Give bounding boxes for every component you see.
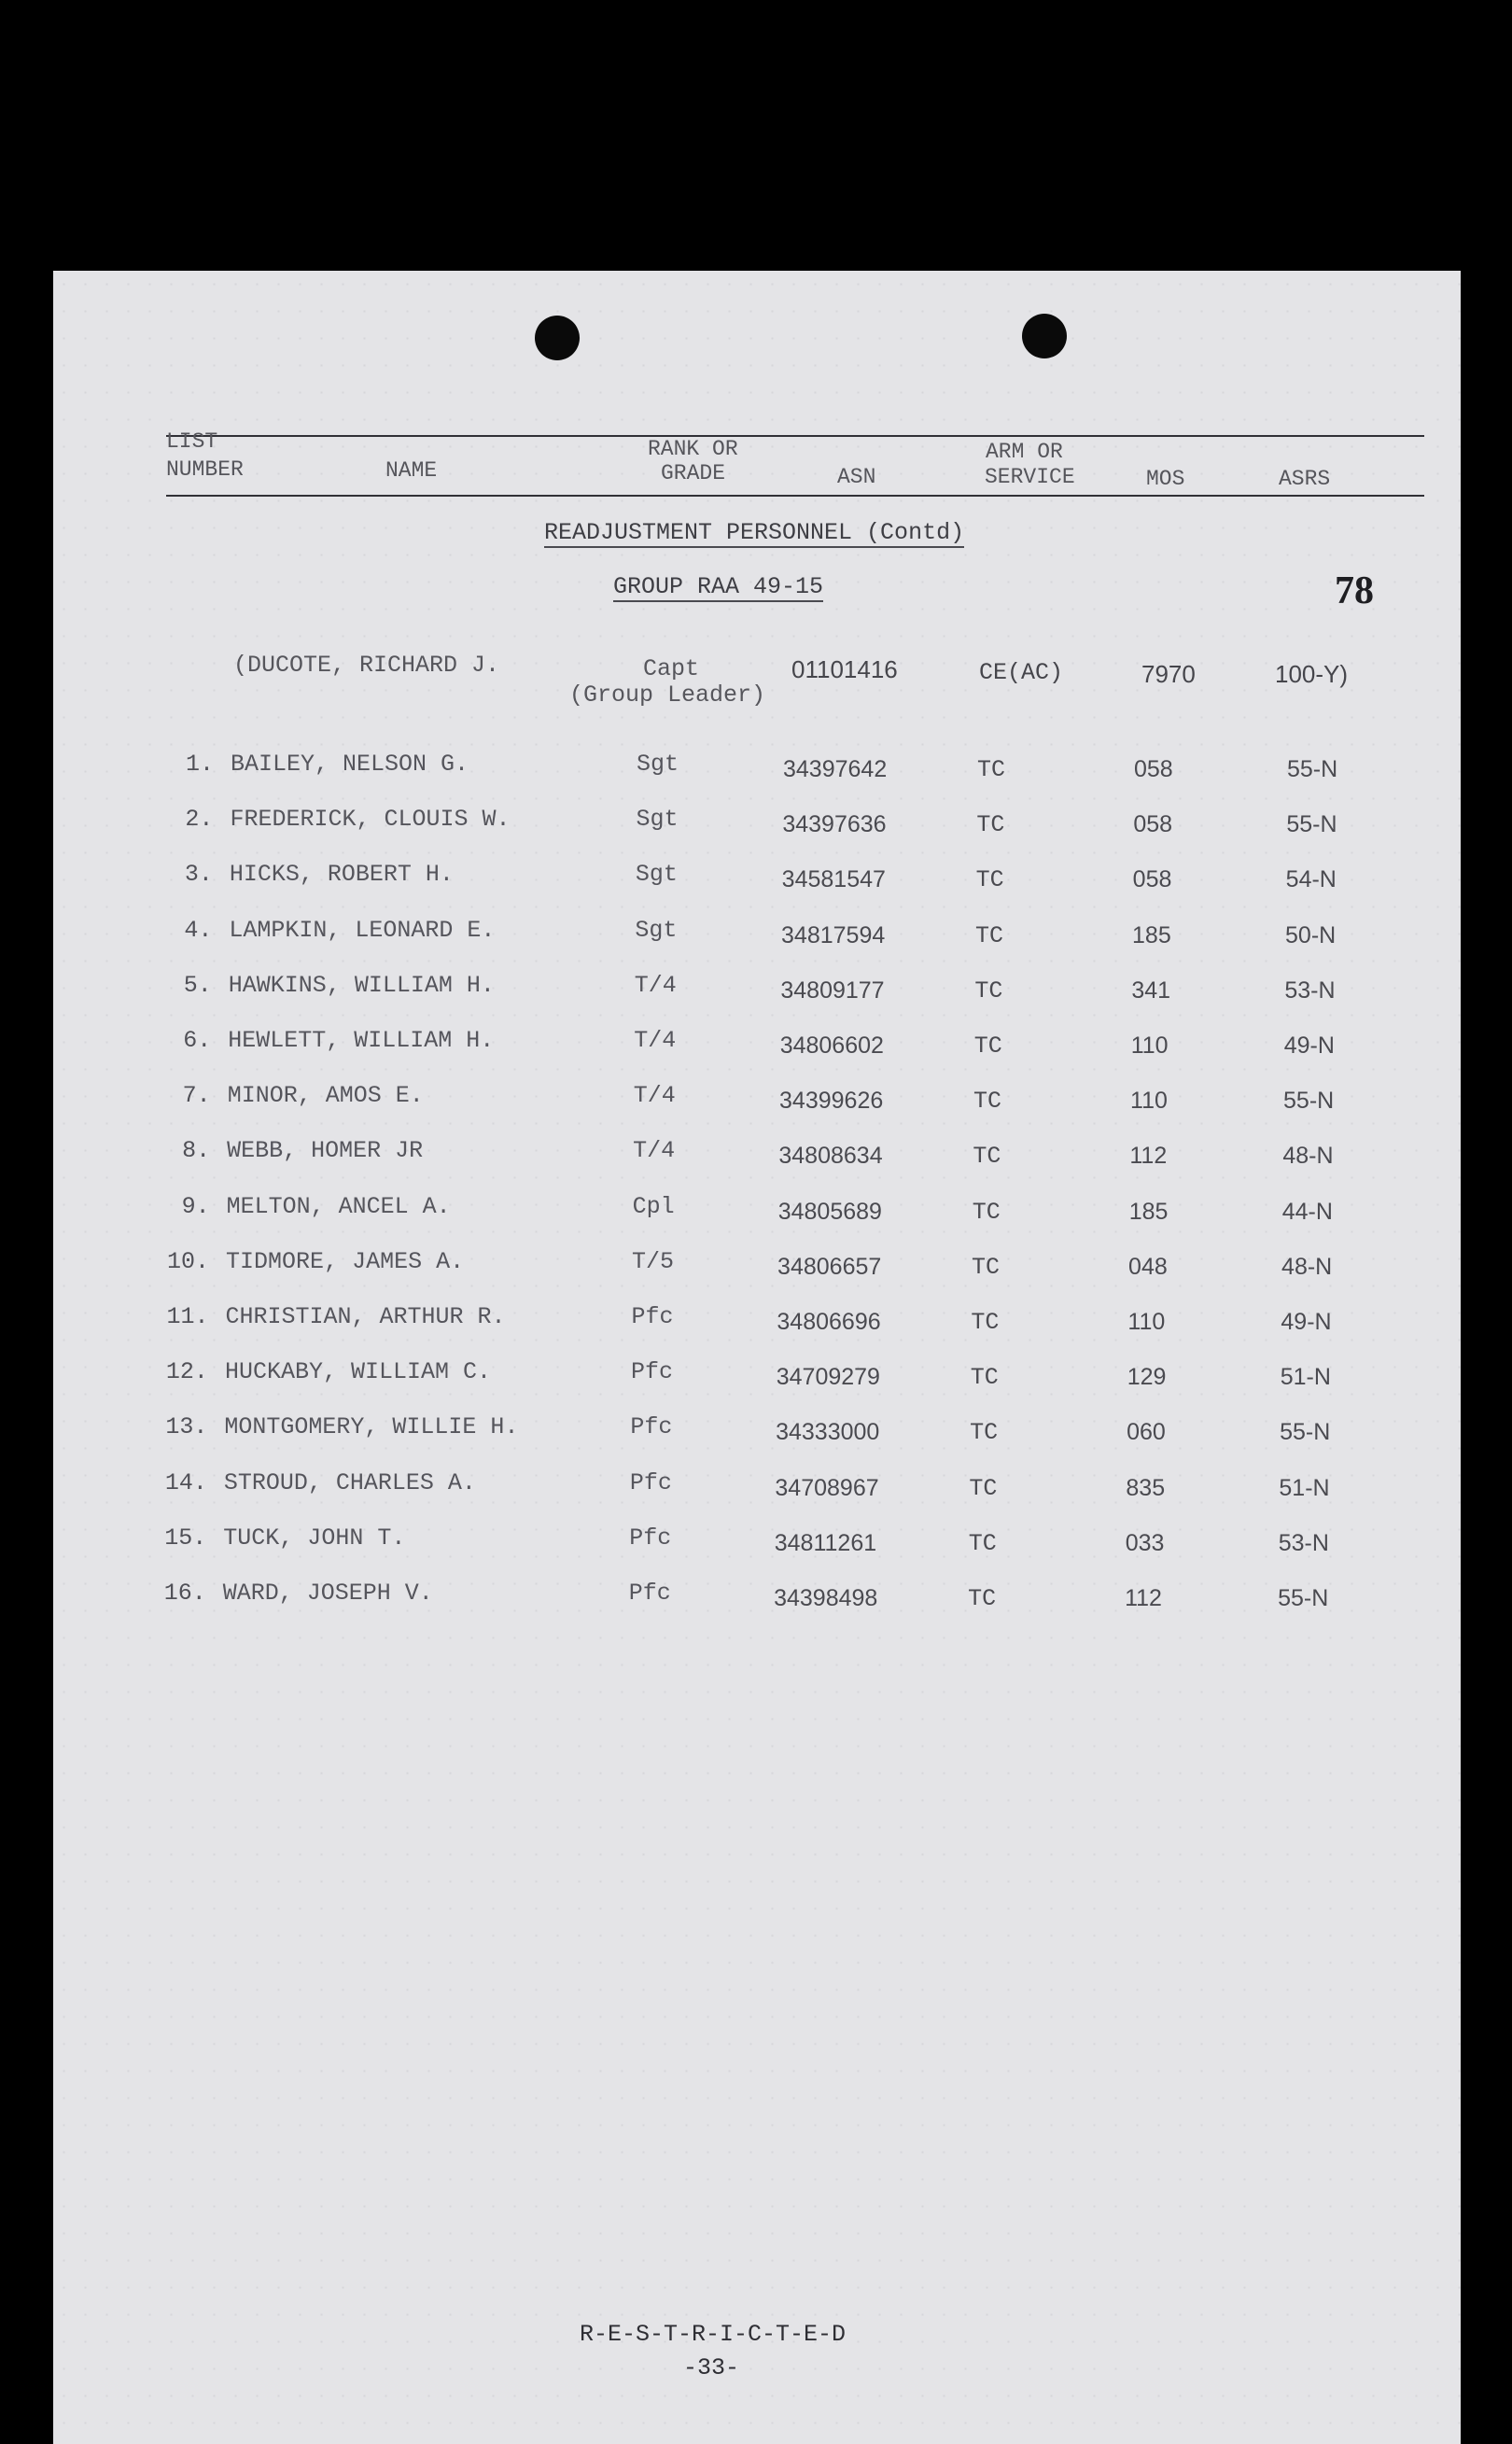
asrs-score: 49-N (1281, 1309, 1332, 1335)
header-rank-line2: GRADE (661, 461, 726, 485)
rank-grade: T/4 (634, 1027, 677, 1054)
arm-service: TC (975, 921, 1004, 949)
restricted-marking: R-E-S-T-R-I-C-T-E-D (580, 2321, 847, 2348)
asn-number: 34398498 (774, 1585, 878, 1611)
list-number: 2. (185, 806, 214, 834)
asn-number: 34708967 (775, 1474, 879, 1501)
asrs-score: 53-N (1278, 1529, 1329, 1556)
asn-number: 34709279 (776, 1364, 880, 1391)
rank-grade: Pfc (629, 1468, 672, 1496)
asn-number: 34808634 (778, 1143, 883, 1170)
mos-code: 033 (1125, 1529, 1165, 1556)
arm-service: TC (970, 1364, 999, 1392)
header-arm-line2: SERVICE (985, 465, 1075, 489)
punch-hole-left (535, 316, 580, 360)
arm-service: TC (971, 1309, 1000, 1336)
arm-service: TC (973, 1143, 1001, 1171)
person-name: MELTON, ANCEL A. (226, 1192, 451, 1220)
personnel-row (53, 1358, 1461, 1396)
document-sheet (53, 271, 1461, 2444)
personnel-row (53, 972, 1461, 1009)
header-name: NAME (385, 458, 438, 483)
arm-service: TC (968, 1529, 997, 1557)
section-title: READJUSTMENT PERSONNEL (Contd) (544, 519, 965, 546)
asn-number: 34817594 (781, 921, 886, 948)
personnel-row (53, 1469, 1461, 1507)
mos-code: 112 (1125, 1585, 1162, 1611)
asrs-score: 48-N (1281, 1253, 1333, 1280)
arm-service: TC (975, 866, 1004, 894)
list-number: 3. (184, 861, 213, 889)
mos-code: 110 (1130, 1088, 1168, 1115)
header-list-line1: LIST (166, 429, 218, 454)
header-rank-line1: RANK OR (648, 437, 738, 461)
list-number: 5. (183, 971, 212, 999)
rank-grade: Pfc (628, 1580, 671, 1607)
arm-service: TC (969, 1474, 998, 1502)
asrs-score: 49-N (1283, 1032, 1335, 1059)
person-name: TIDMORE, JAMES A. (226, 1247, 465, 1275)
mos-code: 110 (1130, 1032, 1169, 1059)
arm-service: TC (973, 1088, 1002, 1116)
asn-number: 34809177 (780, 976, 885, 1004)
page-marker: 78 (1335, 569, 1374, 612)
personnel-row (53, 1524, 1461, 1562)
header-asn: ASN (837, 465, 876, 489)
mos-code: 058 (1133, 811, 1173, 838)
arm-service: TC (977, 756, 1006, 783)
person-name: STROUD, CHARLES A. (223, 1468, 476, 1496)
mos-code: 185 (1132, 921, 1171, 948)
rank-grade: Pfc (630, 1358, 673, 1386)
asn-number: 34397642 (783, 756, 888, 782)
rank-grade: Sgt (635, 861, 678, 889)
personnel-row (53, 1413, 1461, 1451)
personnel-row (53, 1303, 1461, 1341)
leader-rank: Capt (643, 655, 700, 682)
mos-code: 110 (1127, 1309, 1166, 1335)
list-number: 8. (182, 1137, 211, 1165)
asn-number: 34333000 (776, 1419, 880, 1446)
asrs-score: 55-N (1287, 756, 1338, 782)
person-name: MONTGOMERY, WILLIE H. (224, 1413, 519, 1441)
personnel-row (53, 917, 1461, 954)
asn-number: 34811261 (774, 1529, 877, 1556)
rank-grade: Cpl (632, 1192, 675, 1220)
list-number: 9. (181, 1192, 210, 1220)
arm-service: TC (973, 1032, 1002, 1060)
personnel-row (53, 1193, 1461, 1230)
asn-number: 34581547 (781, 866, 886, 893)
person-name: HUCKABY, WILLIAM C. (224, 1358, 491, 1386)
arm-service: TC (974, 976, 1003, 1004)
mos-code: 185 (1128, 1198, 1169, 1225)
page-number: -33- (683, 2354, 740, 2381)
mos-code: 129 (1127, 1364, 1167, 1391)
person-name: CHRISTIAN, ARTHUR R. (225, 1303, 506, 1330)
punch-hole-right (1022, 314, 1067, 358)
asrs-score: 48-N (1282, 1143, 1334, 1170)
asn-number: 34805689 (777, 1198, 882, 1225)
rank-grade: Pfc (630, 1413, 673, 1441)
asrs-score: 50-N (1285, 921, 1337, 948)
mos-code: 058 (1134, 756, 1173, 782)
person-name: HEWLETT, WILLIAM H. (228, 1027, 495, 1054)
person-name: LAMPKIN, LEONARD E. (229, 916, 496, 944)
personnel-row (53, 1248, 1461, 1285)
personnel-row (53, 1580, 1461, 1617)
rank-grade: T/4 (633, 1137, 676, 1165)
mos-code: 048 (1128, 1253, 1168, 1280)
rank-grade: Sgt (636, 806, 679, 834)
rank-grade: Sgt (635, 916, 678, 944)
asrs-score: 51-N (1279, 1474, 1330, 1501)
list-number: 7. (182, 1082, 211, 1110)
list-number: 1. (185, 751, 214, 778)
person-name: HICKS, ROBERT H. (229, 861, 454, 889)
person-name: HAWKINS, WILLIAM H. (228, 971, 495, 999)
list-number: 11. (166, 1303, 209, 1330)
person-name: WEBB, HOMER JR (227, 1137, 424, 1165)
leader-rank-note: (Group Leader) (569, 681, 766, 709)
person-name: WARD, JOSEPH V. (222, 1580, 433, 1607)
mos-code: 341 (1131, 976, 1171, 1004)
asn-number: 34806602 (779, 1032, 884, 1059)
rank-grade: Sgt (637, 751, 679, 778)
person-name: BAILEY, NELSON G. (231, 751, 469, 778)
asn-number: 34806696 (777, 1309, 881, 1335)
list-number: 14. (164, 1468, 207, 1496)
asrs-score: 51-N (1280, 1364, 1331, 1391)
list-number: 6. (183, 1027, 212, 1054)
asn-number: 34397636 (782, 811, 887, 838)
header-asrs: ASRS (1279, 467, 1331, 491)
leader-service: CE(AC) (979, 659, 1064, 686)
leader-asn: 01101416 (791, 655, 898, 683)
arm-service: TC (972, 1253, 1001, 1281)
asrs-score: 55-N (1286, 811, 1337, 838)
mos-code: 112 (1129, 1143, 1168, 1170)
group-title: GROUP RAA 49-15 (613, 573, 824, 600)
asrs-score: 53-N (1284, 976, 1336, 1004)
arm-service: TC (970, 1419, 999, 1447)
arm-service: TC (968, 1585, 997, 1612)
list-number: 12. (165, 1358, 208, 1386)
asrs-score: 54-N (1285, 866, 1337, 893)
asrs-score: 55-N (1280, 1419, 1331, 1446)
asn-number: 34399626 (779, 1088, 884, 1115)
rank-grade: T/4 (634, 971, 677, 999)
list-number: 15. (164, 1524, 207, 1552)
mos-code: 060 (1127, 1419, 1166, 1446)
leader-name: (DUCOTE, RICHARD J. (233, 652, 500, 679)
rank-grade: Pfc (629, 1524, 672, 1552)
asrs-score: 44-N (1281, 1198, 1333, 1225)
list-number: 10. (167, 1247, 210, 1275)
personnel-row (53, 806, 1461, 843)
asn-number: 34806657 (777, 1253, 882, 1280)
person-name: TUCK, JOHN T. (223, 1524, 406, 1552)
person-name: FREDERICK, CLOUIS W. (230, 806, 511, 834)
mos-code: 058 (1132, 866, 1172, 893)
rank-grade: Pfc (631, 1303, 674, 1330)
header-mos: MOS (1146, 467, 1185, 491)
header-bottom-rule (166, 495, 1424, 497)
header-top-rule (166, 435, 1424, 437)
rank-grade: T/4 (633, 1082, 676, 1110)
person-name: MINOR, AMOS E. (227, 1082, 424, 1110)
list-number: 13. (165, 1413, 208, 1441)
personnel-row (53, 861, 1461, 898)
personnel-row (53, 1137, 1461, 1174)
asrs-score: 55-N (1278, 1585, 1329, 1611)
asrs-score: 55-N (1283, 1088, 1335, 1115)
personnel-row (53, 1082, 1461, 1119)
header-arm-line1: ARM OR (986, 440, 1063, 464)
personnel-row (53, 751, 1461, 788)
leader-mos: 7970 (1141, 660, 1196, 688)
header-list-line2: NUMBER (166, 457, 244, 482)
leader-asrs: 100-Y) (1275, 660, 1349, 688)
arm-service: TC (972, 1198, 1001, 1226)
list-number: 4. (184, 916, 213, 944)
mos-code: 835 (1126, 1474, 1166, 1501)
list-number: 16. (163, 1580, 206, 1607)
rank-grade: T/5 (632, 1247, 675, 1275)
arm-service: TC (976, 811, 1005, 839)
personnel-row (53, 1027, 1461, 1064)
